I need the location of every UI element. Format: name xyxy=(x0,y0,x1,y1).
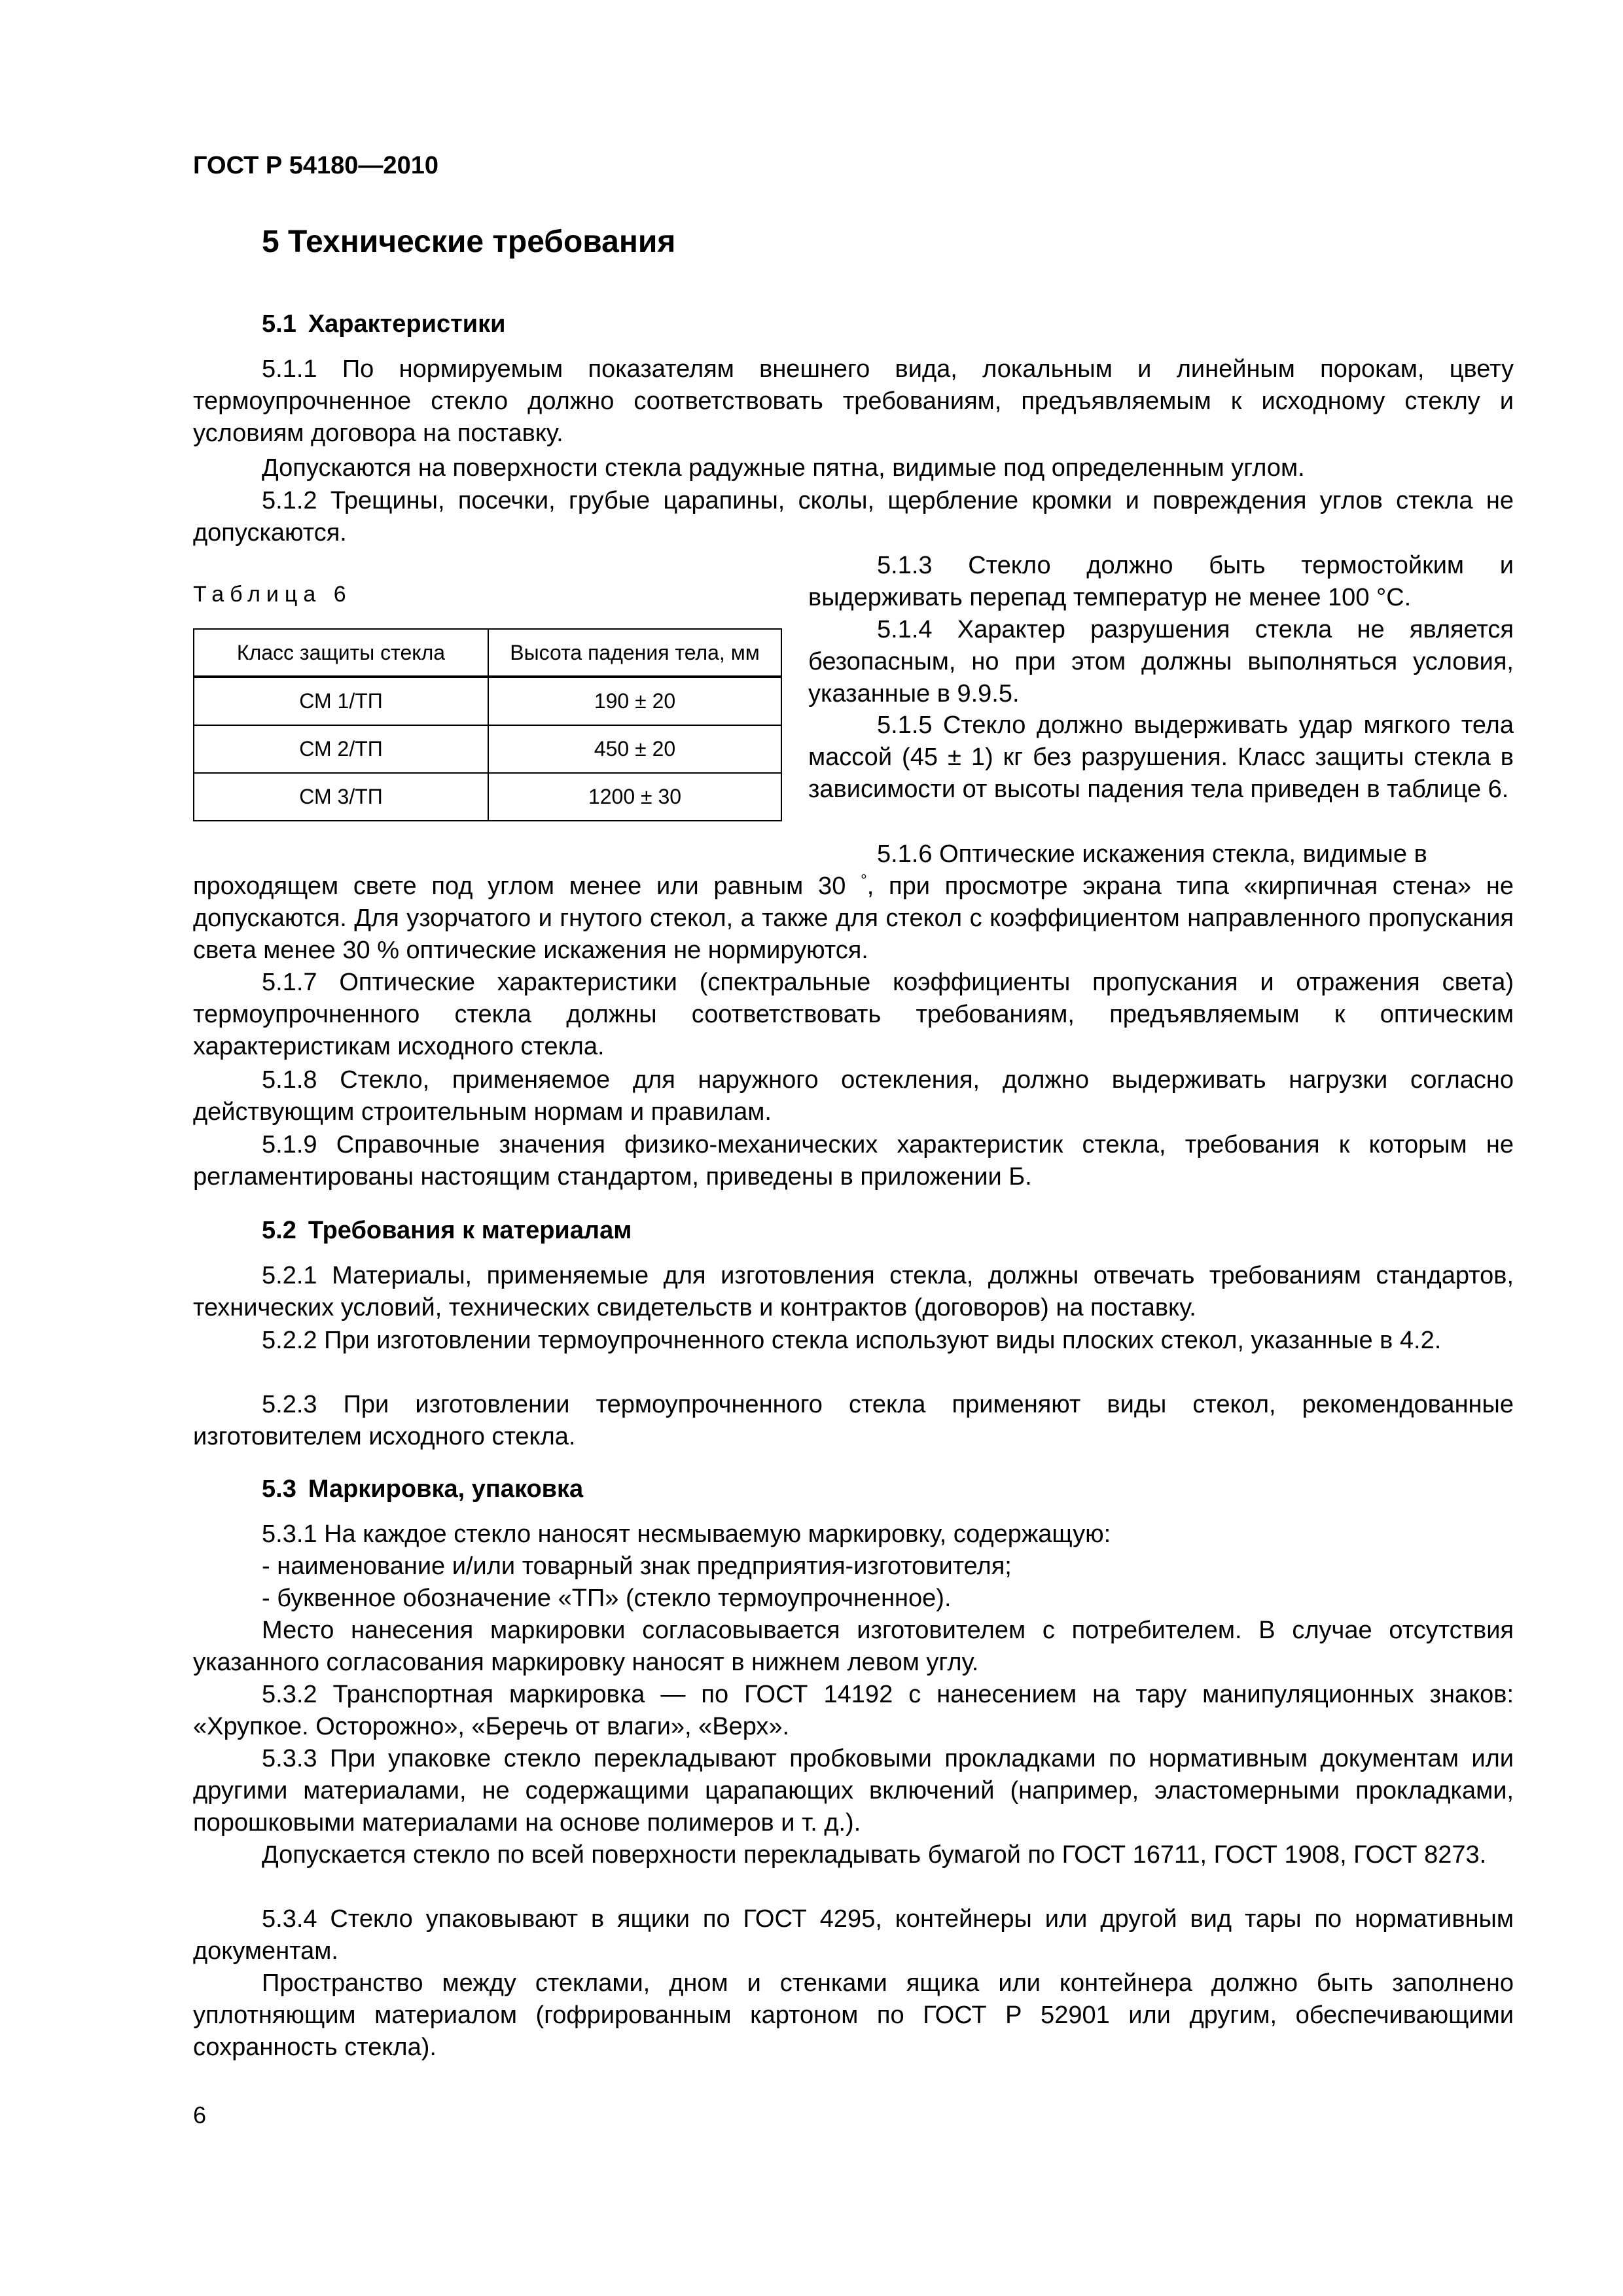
table-row xyxy=(194,725,781,773)
paragraph-5-3-3: 5.3.3 При упаковке стекло перекладывают пробковыми прокладками по нормативным документам или другими материалами, не содержащими царапающих включений (например, эластомерными прокладками, порошковыми материалами на основе полимеров и т. д.). xyxy=(193,1745,1514,1837)
protection-class-table xyxy=(193,628,782,821)
paragraph-5-3-3-b: Допускается стекло по всей поверхности перекладывать бумагой по ГОСТ 16711, ГОСТ 1908, ГОСТ 8273. xyxy=(262,1841,1487,1869)
paragraph-5-3-1: 5.3.1 На каждое стекло наносят несмываемую маркировку, содержащую: xyxy=(262,1520,1111,1548)
table-header-row xyxy=(194,629,781,677)
table-cell: СМ 1/ТП xyxy=(194,677,488,725)
table-cell: СМ 2/ТП xyxy=(194,725,488,773)
heading-text: Маркировка, упаковка xyxy=(308,1475,584,1503)
paragraph-5-3-4: 5.3.4 Стекло упаковывают в ящики по ГОСТ 4295, контейнеры или другой вид тары по нормативным документам. xyxy=(193,1905,1514,1965)
paragraph-5-2-2: 5.2.2 При изготовлении термоупрочненного стекла используют виды плоских стекол, указанные в 4.2. xyxy=(262,1327,1442,1354)
table-caption: Таблица 6 xyxy=(193,582,352,607)
heading-text: Характеристики xyxy=(308,310,506,338)
paragraph-5-1-6-start: 5.1.6 Оптические искажения стекла, видимые в xyxy=(877,840,1427,868)
heading-number: 5.1 xyxy=(262,310,296,338)
heading-number: 5.2 xyxy=(262,1217,296,1244)
paragraph-5-1-6-part-b: , при просмотре экрана типа «кирпичная стена» не допускаются. Для узорчатого и гнутого стекол, а также для стекол с коэффициентом направленного пропускания света менее 30 % оптические искажения не нормируются. xyxy=(193,872,1514,964)
paragraph-5-2-3: 5.2.3 При изготовлении термоупрочненного стекла применяют виды стекол, рекомендованные изготовителем исходного стекла. xyxy=(193,1391,1514,1450)
paragraph-5-1-6 xyxy=(193,870,1514,967)
page-number: 6 xyxy=(193,2102,207,2128)
paragraph-5-2-1: 5.2.1 Материалы, применяемые для изготовления стекла, должны отвечать требованиям стандартов, технических условий, технических свидетельств и контрактов (договоров) на поставку. xyxy=(193,1262,1514,1321)
subsection-heading-5-3 xyxy=(262,1473,583,1505)
list-item: - наименование и/или товарный знак предприятия-изготовителя; xyxy=(262,1552,1012,1580)
paragraph-5-1-3: 5.1.3 Стекло должно быть термостойким и выдерживать перепад температур не менее 100 °С. xyxy=(808,552,1514,611)
section-title: 5 Технические требования xyxy=(262,224,676,259)
paragraph-5-3-4-b: Пространство между стеклами, дном и стенками ящика или контейнера должно быть заполнено уплотняющим материалом (гофрированным картоном по ГОСТ Р 52901 или другим, обеспечивающими сохранность стекла). xyxy=(193,1969,1514,2061)
paragraph-5-3-2: 5.3.2 Транспортная маркировка — по ГОСТ 14192 с нанесением на тару манипуляционных знаков: «Хрупкое. Осторожно», «Беречь от влаги», «Верх». xyxy=(193,1681,1514,1740)
list-item: - буквенное обозначение «ТП» (стекло термоупрочненное). xyxy=(262,1585,952,1612)
table-row xyxy=(194,677,781,725)
paragraph-5-1-5: 5.1.5 Стекло должно выдерживать удар мягкого тела массой (45 ± 1) кг без разрушения. Класс защиты стекла в зависимости от высоты падения тела приведен в таблице 6. xyxy=(808,711,1514,803)
heading-text: Требования к материалам xyxy=(308,1217,632,1244)
table-cell: СМ 3/ТП xyxy=(194,773,488,821)
paragraph-5-1-9: 5.1.9 Справочные значения физико-механических характеристик стекла, требования к которым не регламентированы настоящим стандартом, приведены в приложении Б. xyxy=(193,1131,1514,1191)
table-cell: 1200 ± 30 xyxy=(488,773,781,821)
paragraph-5-1-1-b: Допускаются на поверхности стекла радужные пятна, видимые под определенным углом. xyxy=(262,454,1305,482)
paragraph-5-1-7: 5.1.7 Оптические характеристики (спектральные коэффициенты пропускания и отражения света) термоупрочненного стекла должны соответствовать требованиям, предъявляемым к оптическим характеристикам исходного стекла. xyxy=(193,969,1514,1060)
paragraph-5-1-4: 5.1.4 Характер разрушения стекла не является безопасным, но при этом должны выполняться условия, указанные в 9.9.5. xyxy=(808,616,1514,708)
table-cell: 190 ± 20 xyxy=(488,677,781,725)
table-cell: 450 ± 20 xyxy=(488,725,781,773)
paragraph-5-1-2: 5.1.2 Трещины, посечки, грубые царапины, сколы, щербление кромки и повреждения углов стекла не допускаются. xyxy=(193,487,1514,547)
paragraph-5-3-1-b: Место нанесения маркировки согласовывается изготовителем с потребителем. В случае отсутствия указанного согласования маркировку наносят в нижнем левом углу. xyxy=(193,1617,1514,1676)
heading-number: 5.3 xyxy=(262,1475,296,1503)
paragraph-5-1-8: 5.1.8 Стекло, применяемое для наружного остекления, должно выдерживать нагрузки согласно действующим строительным нормам и правилам. xyxy=(193,1066,1514,1126)
table-header-cell: Класс защиты стекла xyxy=(194,629,488,677)
document-id: ГОСТ Р 54180—2010 xyxy=(193,152,438,179)
table-row xyxy=(194,773,781,821)
paragraph-5-1-1: 5.1.1 По нормируемым показателям внешнего вида, локальным и линейным порокам, цвету термоупрочненное стекло должно соответствовать требованиям, предъявляемым к исходному стеклу и условиям договора на поставку. xyxy=(193,355,1514,447)
degree-symbol: ° xyxy=(861,871,867,889)
subsection-heading-5-1 xyxy=(262,308,505,340)
paragraph-5-1-6-part-a: проходящем свете под углом менее или равным 30 xyxy=(193,872,846,900)
table-header-cell: Высота падения тела, мм xyxy=(488,629,781,677)
subsection-heading-5-2 xyxy=(262,1214,632,1247)
